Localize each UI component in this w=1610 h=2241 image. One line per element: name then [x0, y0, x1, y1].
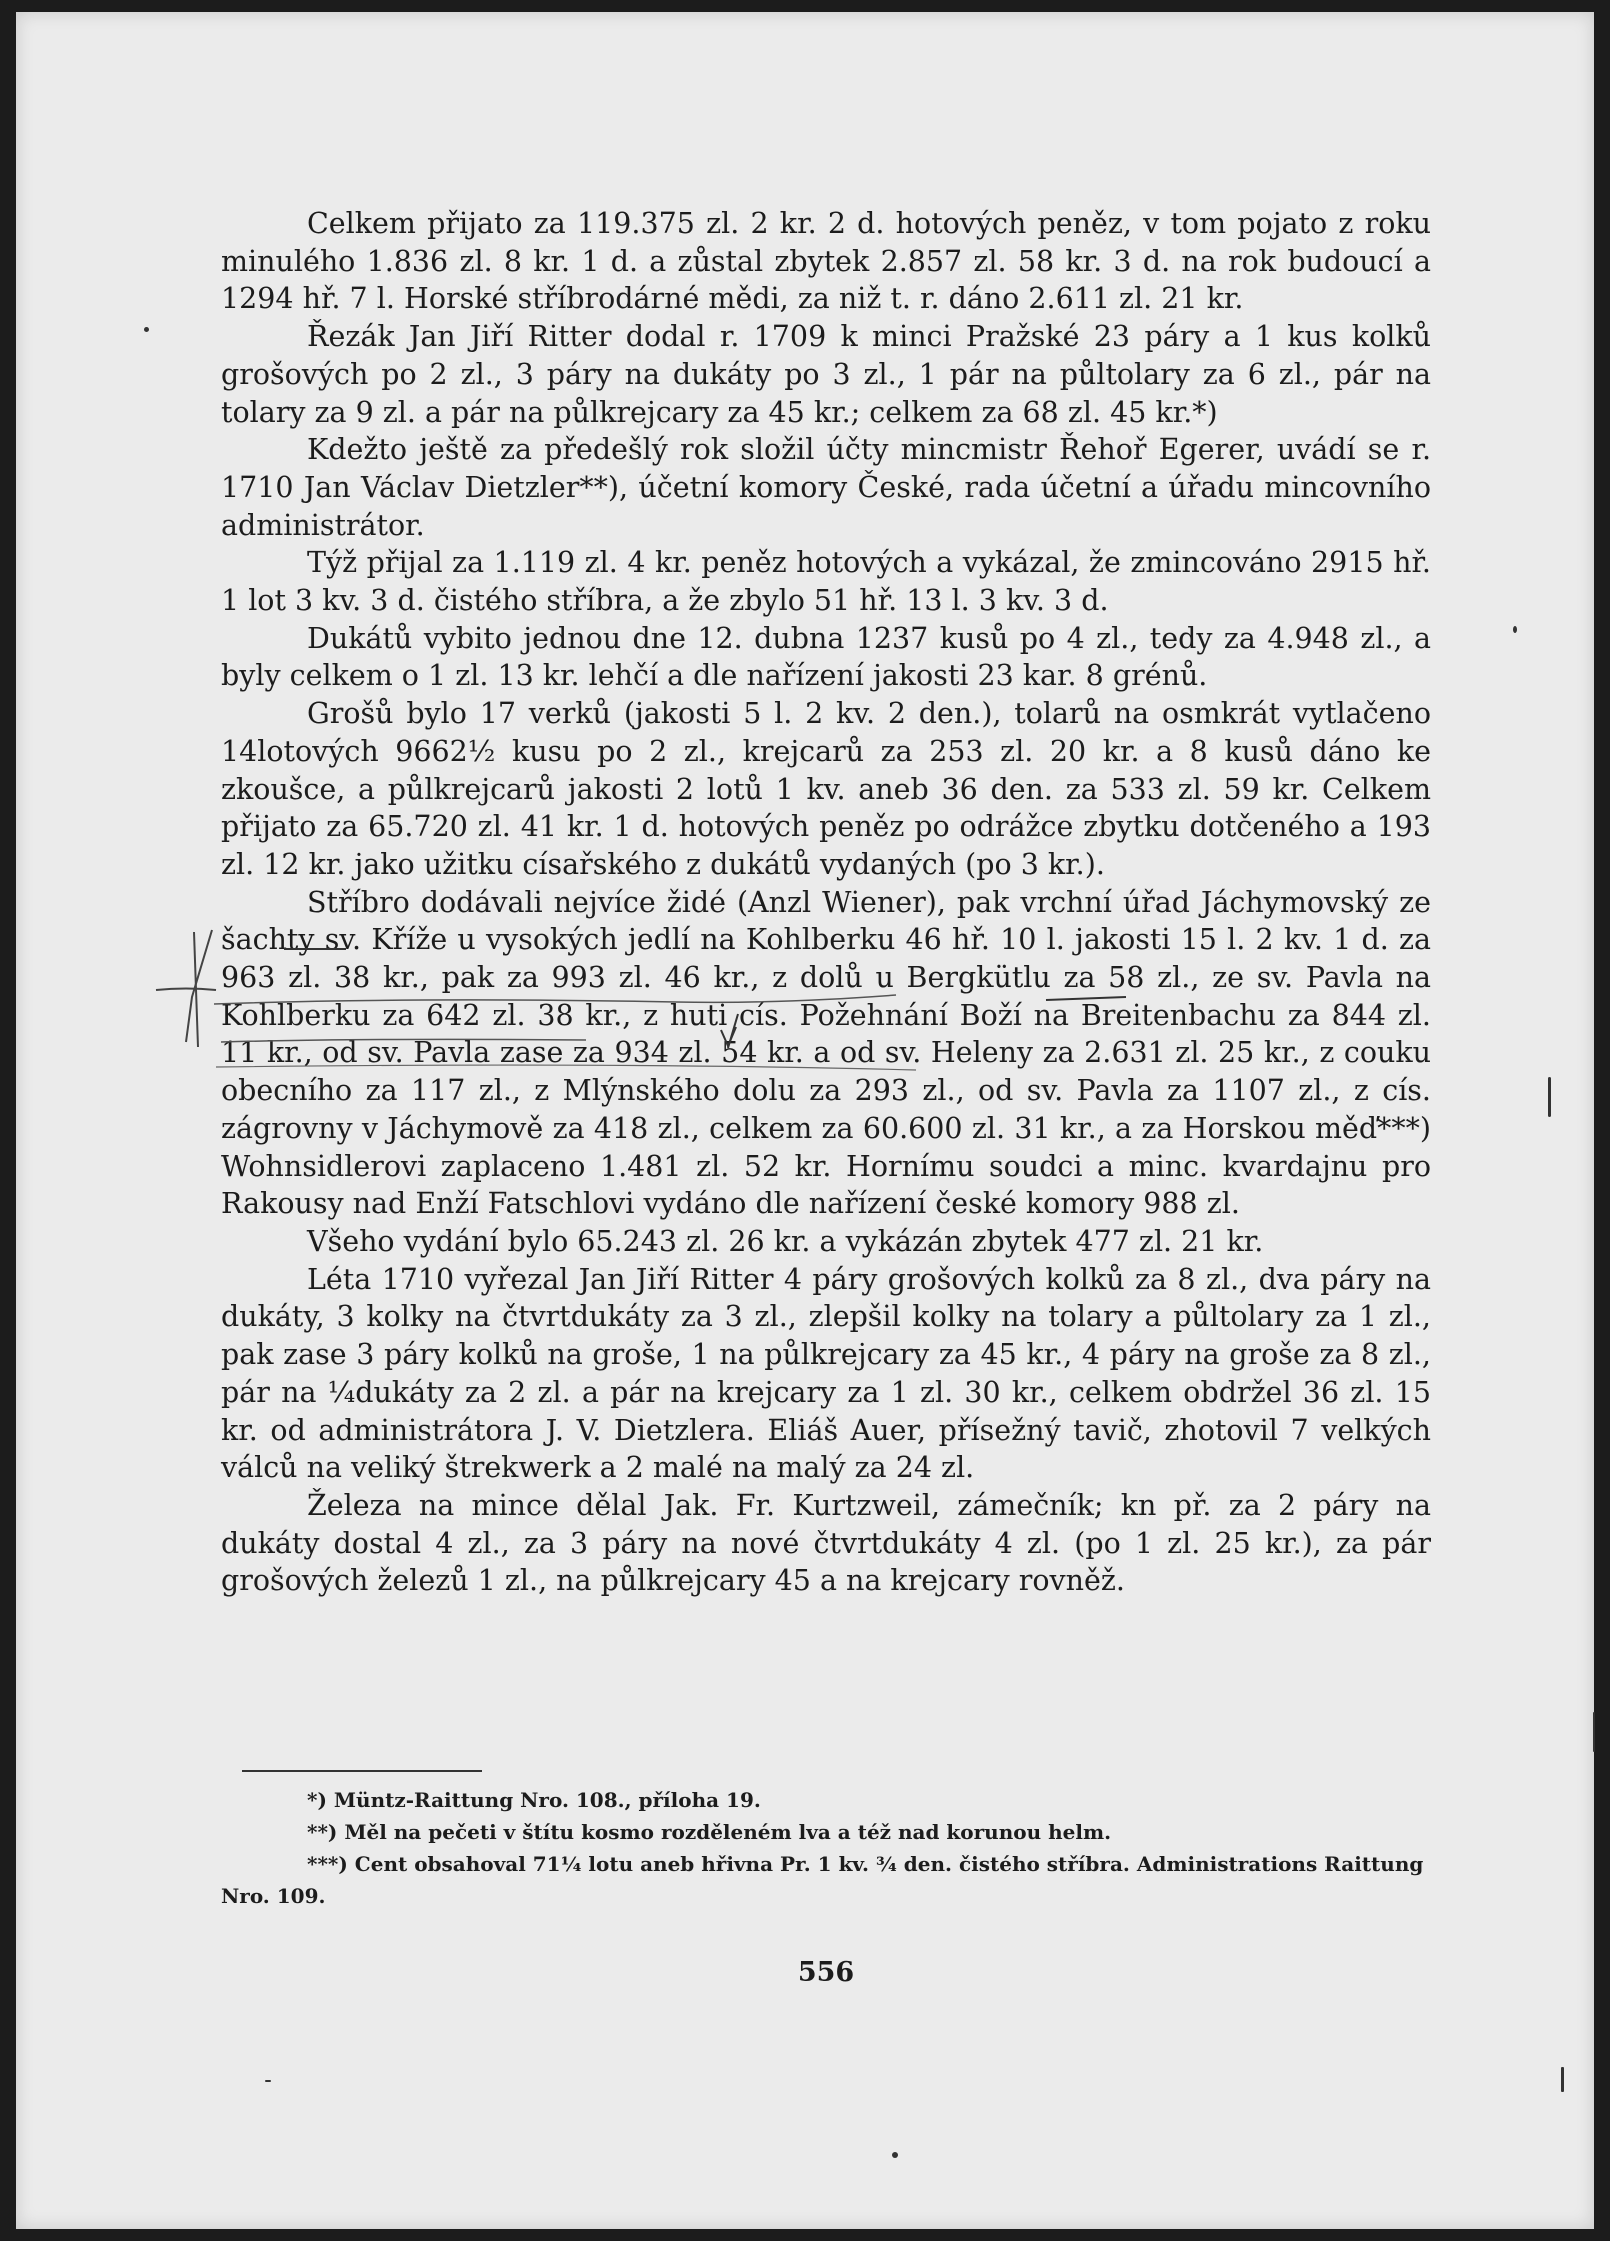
- footnote: ***) Cent obsahoval 71¼ lotu aneb hřivna Pr. 1 kv. ¾ den. čistého stříbra. Administrations Raittung Nro. 109.: [221, 1852, 1424, 1908]
- footnote: *) Müntz-Raittung Nro. 108., příloha 19.: [307, 1788, 761, 1812]
- page-number: 556: [797, 1957, 855, 1988]
- scan-speck: [1593, 1712, 1595, 1752]
- scan-speck: [1513, 626, 1517, 633]
- footnotes: [221, 1784, 1431, 1912]
- scanned-page: [16, 12, 1594, 2229]
- paragraph: Řezák Jan Jiří Ritter dodal r. 1709 k minci Pražské 23 páry a 1 kus kolků grošových po 2 zl., 3 páry na dukáty po 3 zl., 1 pár na půltolary za 6 zl., pár na tolary za 9 zl. a pár na půlkrejcary za 45 kr.; celkem za 68 zl. 45 kr.*): [221, 320, 1431, 429]
- paragraph: Kdežto ještě za předešlý rok složil účty mincmistr Řehoř Egerer, uvádí se r. 1710 Jan Václav Dietzler**), účetní komory České, rada účetní a úřadu mincovního administrátor.: [221, 433, 1431, 542]
- scan-speck: [265, 2080, 271, 2082]
- scan-speck: [144, 327, 149, 332]
- paragraph: Dukátů vybito jednou dne 12. dubna 1237 kusů po 4 zl., tedy za 4.948 zl., a byly celkem o 1 zl. 13 kr. lehčí a dle nařízení jakosti 23 kar. 8 grénů.: [221, 621, 1431, 693]
- scan-border-right: [1594, 0, 1610, 2241]
- paragraph: Týž přijal za 1.119 zl. 4 kr. peněz hotových a vykázal, že zmincováno 2915 hř. 1 lot 3 kv. 3 d. čistého stříbra, a že zbylo 51 hř. 13 l. 3 kv. 3 d.: [221, 546, 1431, 618]
- paragraph: Stříbro dodávali nejvíce židé (Anzl Wiener), pak vrchní úřad Jáchymovský ze šachty sv. Kříže u vysokých jedlí na Kohlberku 46 hř. 10 l. jakosti 15 l. 2 kv. 1 d. za 963 zl. 38 kr., pak za 993 zl. 46 kr., z dolů u Bergkütlu za 58 zl., ze sv. Pavla na Kohlberku za 642 zl. 38 kr., z huti cís. Požehnání Boží na Breitenbachu za 844 zl. 11 kr., od sv. Pavla zase za 934 zl. 54 kr. a od sv. Heleny za 2.631 zl. 25 kr., z couku obecního za 117 zl., z Mlýnského dolu za 293 zl., od sv. Pavla za 1107 zl., z cís. zágrovny v Jáchymově za 418 zl., celkem za 60.600 zl. 31 kr., a za Horskou měď***) Wohnsidlerovi zaplaceno 1.481 zl. 52 kr. Hornímu soudci a minc. kvardajnu pro Rakousy nad Enží Fatschlovi vydáno dle nařízení české komory 988 zl.: [221, 885, 1431, 1221]
- paragraph: Všeho vydání bylo 65.243 zl. 26 kr. a vykázán zbytek 477 zl. 21 kr.: [307, 1224, 1264, 1258]
- footnote: **) Měl na pečeti v štítu kosmo rozděleném lva a též nad korunou helm.: [307, 1820, 1112, 1844]
- scan-border-bottom: [0, 2229, 1610, 2241]
- paragraph: Grošů bylo 17 verků (jakosti 5 l. 2 kv. 2 den.), tolarů na osmkrát vytlačeno 14lotových 9662½ kusu po 2 zl., krejcarů za 253 zl. 20 kr. a 8 kusů dáno ke zkoušce, a půlkrejcarů jakosti 2 lotů 1 kv. aneb 36 den. za 533 zl. 59 kr. Celkem přijato za 65.720 zl. 41 kr. 1 d. hotových peněz po odrážce zbytku dotčeného a 193 zl. 12 kr. jako užitku císařského z dukátů vydaných (po 3 kr.).: [221, 697, 1431, 881]
- scan-speck: [892, 2152, 898, 2158]
- footnote-divider: [242, 1770, 482, 1772]
- scan-speck: [1548, 1077, 1551, 1117]
- scan-speck: [1561, 2067, 1564, 2092]
- body-text: [221, 205, 1431, 1600]
- scan-border-top: [0, 0, 1610, 12]
- paragraph: Celkem přijato za 119.375 zl. 2 kr. 2 d. hotových peněz, v tom pojato z roku minulého 1.836 zl. 8 kr. 1 d. a zůstal zbytek 2.857 zl. 58 kr. 3 d. na rok budoucí a 1294 hř. 7 l. Horské stříbrodárné mědi, za niž t. r. dáno 2.611 zl. 21 kr.: [221, 207, 1431, 316]
- paragraph: Železa na mince dělal Jak. Fr. Kurtzweil, zámečník; kn př. za 2 páry na dukáty dostal 4 zl., za 3 páry na nové čtvrtdukáty 4 zl. (po 1 zl. 25 kr.), za pár grošových železů 1 zl., na půlkrejcary 45 a na krejcary rovněž.: [221, 1488, 1431, 1598]
- scan-border-left: [0, 0, 16, 2241]
- paragraph: Léta 1710 vyřezal Jan Jiří Ritter 4 páry grošových kolků za 8 zl., dva páry na dukáty, 3 kolky na čtvrtdukáty za 3 zl., zlepšil kolky na tolary a půltolary za 1 zl., pak zase 3 páry kolků na groše, 1 na půlkrejcary za 45 kr., 4 páry na groše za 8 zl., pár na ¼dukáty za 2 zl. a pár na krejcary za 1 zl. 30 kr., celkem obdržel 36 zl. 15 kr. od administrátora J. V. Dietzlera. Eliáš Auer, přísežný tavič, zhotovil 7 velkých válců na veliký štrekwerk a 2 malé na malý za 24 zl.: [221, 1262, 1431, 1485]
